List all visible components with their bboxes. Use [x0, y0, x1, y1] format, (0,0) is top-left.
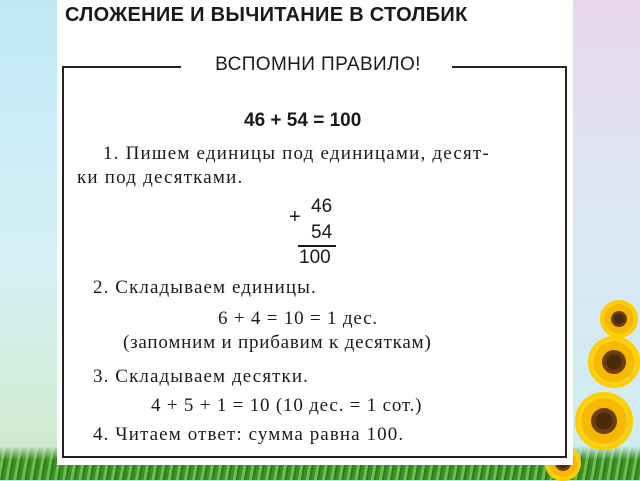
sunflower-icon — [575, 392, 633, 450]
example-equation: 46 + 54 = 100 — [244, 110, 362, 131]
page-title: СЛОЖЕНИЕ И ВЫЧИТАНИЕ В СТОЛБИК — [65, 4, 468, 26]
step-3-text: 3. Складываем десятки. — [93, 366, 310, 387]
sunflower-icon — [600, 300, 638, 338]
left-backdrop — [0, 0, 57, 480]
frame-top-right — [452, 66, 565, 68]
step-3-calculation: 4 + 5 + 1 = 10 (10 дес. = 1 сот.) — [151, 395, 423, 416]
column-bottom-number: 54 — [311, 222, 333, 243]
step-1-text-continued: ки под десятками. — [77, 167, 244, 188]
column-operator: + — [289, 206, 301, 228]
column-result: 100 — [299, 247, 331, 268]
sunflower-icon — [588, 336, 640, 388]
rule-heading: ВСПОМНИ ПРАВИЛО! — [215, 54, 421, 75]
column-top-number: 46 — [311, 196, 333, 217]
step-4-text: 4. Читаем ответ: сумма равна 100. — [93, 424, 405, 445]
step-2-note: (запомним и прибавим к десяткам) — [123, 332, 432, 353]
step-2-calculation: 6 + 4 = 10 = 1 дес. — [218, 308, 378, 329]
step-2-text: 2. Складываем единицы. — [93, 277, 317, 298]
step-1-text: 1. Пишем единицы под единицами, десят- — [103, 143, 490, 164]
frame-top-left — [62, 66, 181, 68]
